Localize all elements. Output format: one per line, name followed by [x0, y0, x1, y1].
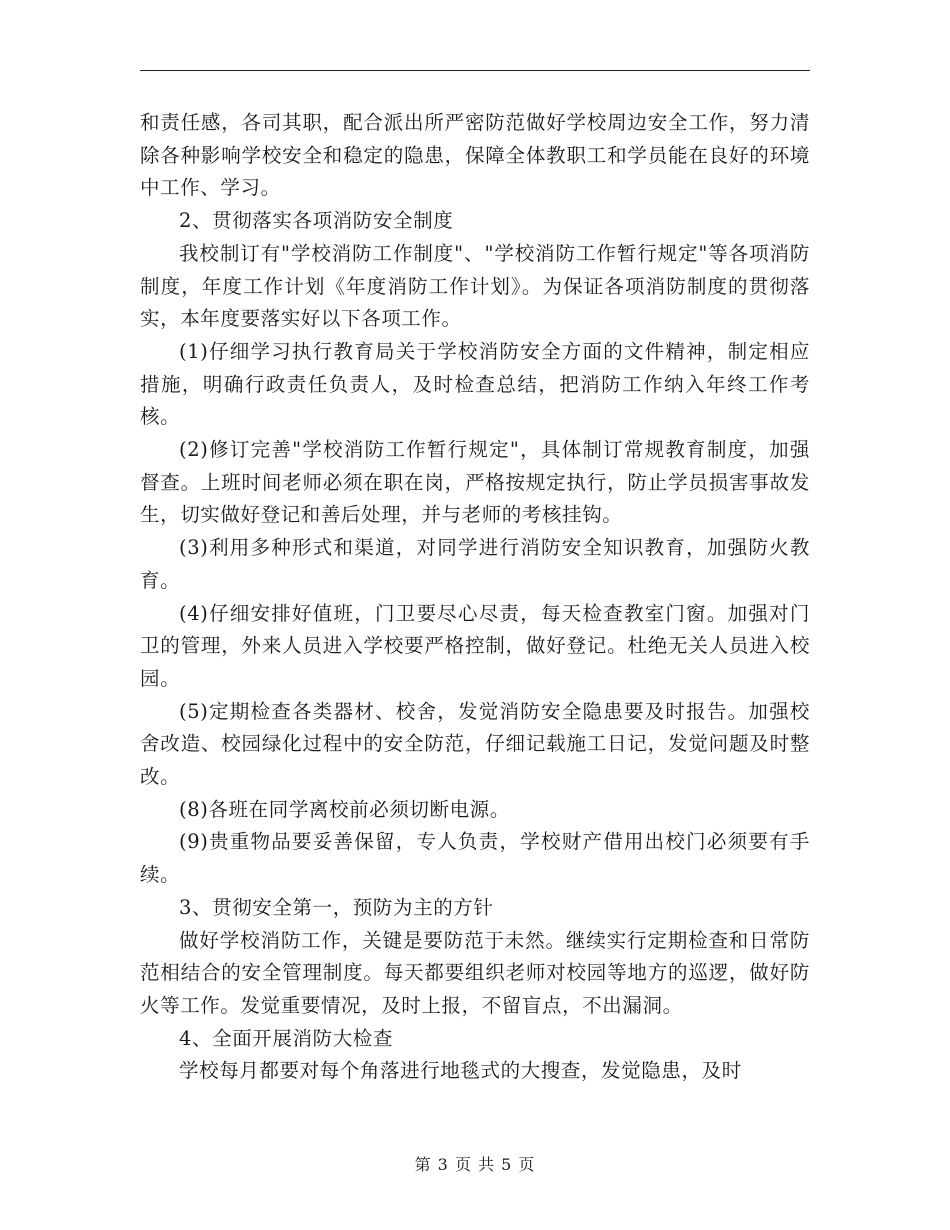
paragraph: (4)仔细安排好值班，门卫要尽心尽责，每天检查教室门窗。加强对门卫的管理，外来人员进入学校要严格控制，做好登记。杜绝无关人员进入校园。	[140, 601, 810, 690]
paragraph: (9)贵重物品要妥善保留，专人负责，学校财产借用出校门必须要有手续。	[140, 830, 810, 887]
paragraph: (2)修订完善"学校消防工作暂行规定"，具体制订常规教育制度，加强督查。上班时间老师必须在职在岗，严格按规定执行，防止学员损害事故发生，切实做好登记和善后处理，并与老师的考核挂钩。	[140, 438, 810, 527]
paragraph: 做好学校消防工作，关键是要防范于未然。继续实行定期检查和日常防范相结合的安全管理制度。每天都要组织老师对校园等地方的巡逻，做好防火等工作。发觉重要情况，及时上报，不留盲点，不出漏洞。	[140, 928, 810, 1017]
paragraph: 4、全面开展消防大检查	[179, 1026, 394, 1050]
paragraph: (8)各班在同学离校前必须切断电源。	[179, 797, 510, 821]
paragraph: 2、贯彻落实各项消防安全制度	[179, 209, 454, 233]
paragraph: 学校每月都要对每个角落进行地毯式的大搜查，发觉隐患，及时	[179, 1059, 742, 1083]
header-rule	[140, 70, 810, 71]
paragraph: 3、贯彻安全第一，预防为主的方针	[179, 895, 494, 919]
paragraph: (1)仔细学习执行教育局关于学校消防安全方面的文件精神，制定相应措施，明确行政责任负责人，及时检查总结，把消防工作纳入年终工作考核。	[140, 339, 810, 429]
paragraph: 我校制订有"学校消防工作制度"、"学校消防工作暂行规定"等各项消防制度，年度工作计划《年度消防工作计划》。为保证各项消防制度的贯彻落实，本年度要落实好以下各项工作。	[140, 241, 810, 331]
page-footer: 第 3 页 共 5 页	[414, 1155, 536, 1174]
paragraph: (3)利用多种形式和渠道，对同学进行消防安全知识教育，加强防火教育。	[140, 536, 810, 592]
document-body	[140, 107, 810, 1088]
paragraph: (5)定期检查各类器材、校舍，发觉消防安全隐患要及时报告。加强校舍改造、校园绿化过程中的安全防范，仔细记载施工日记，发觉问题及时整改。	[140, 699, 810, 789]
paragraph: 和责任感，各司其职，配合派出所严密防范做好学校周边安全工作，努力清除各种影响学校安全和稳定的隐患，保障全体教职工和学员能在良好的环境中工作、学习。	[140, 111, 810, 200]
